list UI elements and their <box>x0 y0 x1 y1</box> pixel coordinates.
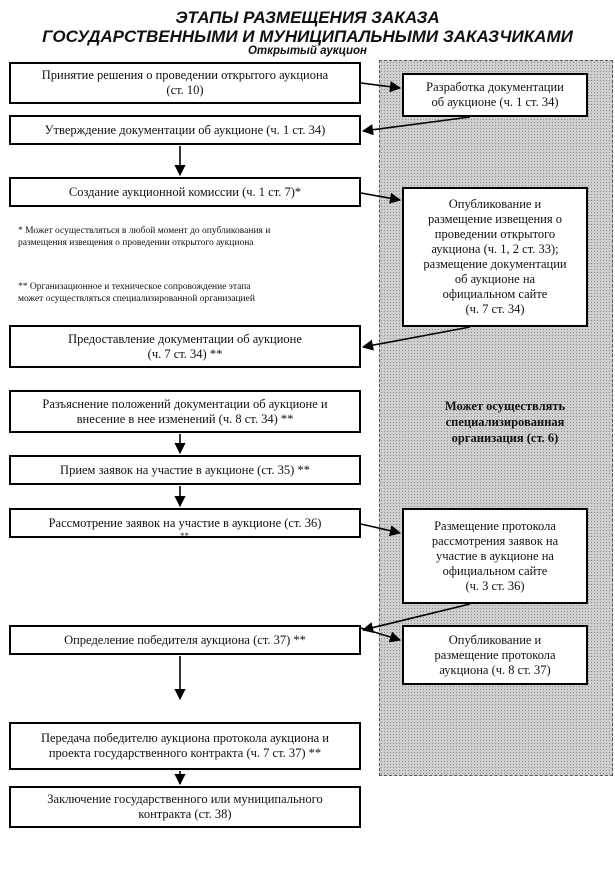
step-clarify-documentation-text: Разъяснение положений документации об аукционе и внесение в нее изменений (ч. 8 ст. 34) ** <box>42 396 328 426</box>
step-auction-decision-text: Принятие решения о проведении открытого аукциона (ст. 10) <box>41 68 329 97</box>
arrow-commission-to-publish <box>361 193 400 200</box>
side-develop-documentation-text: Разработка документации об аукционе (ч. 1 ст. 34) <box>426 80 564 109</box>
side-publish-review-protocol-text: Размещение протокола рассмотрения заявок на участие в аукционе на официальном сайте (ч. 3 ст. 36) <box>431 518 559 593</box>
step-transfer-protocol-text: Передача победителю аукциона протокола аукциона и проекта государственного контракта (ч. 7 ст. 37) ** <box>40 731 329 760</box>
step-determine-winner-text: Определение победителя аукциона (ст. 37) ** <box>64 632 306 647</box>
step-accept-applications-text: Прием заявок на участие в аукционе (ст. 35) ** <box>60 462 310 477</box>
footnote-one-star: * Может осуществляться в любой момент до опубликования и размещения извещения о проведении открытого аукциона <box>18 226 271 248</box>
diagram-title-line1: ЭТАПЫ РАЗМЕЩЕНИЯ ЗАКАЗА <box>175 8 440 27</box>
arrow-publish-to-provide <box>363 327 470 347</box>
diagram-subtitle: Открытый аукцион <box>247 45 367 57</box>
diagram-title-line2: ГОСУДАРСТВЕННЫМИ И МУНИЦИПАЛЬНЫМИ ЗАКАЗЧИКАМИ <box>42 27 573 46</box>
arrow-review-to-protocol <box>361 524 400 533</box>
side-publish-notice-text: Опубликование и размещение извещения о проведении открытого аукциона (ч. 1, 2 ст. 33); размещение документации об аукционе на официальном сайте (ч. 7 ст. 34) <box>423 197 567 316</box>
side-publish-auction-protocol-text: Опубликование и размещение протокола аукциона (ч. 8 ст. 37) <box>434 632 556 677</box>
arrow-protocol-to-winner <box>363 604 470 630</box>
step-provide-documentation-text: Предоставление документации об аукционе (ч. 7 ст. 34) ** <box>68 331 302 361</box>
step-approve-documentation-text: Утверждение документации об аукционе (ч. 1 ст. 34) <box>44 122 326 137</box>
step-conclude-contract-text: Заключение государственного или муниципального контракта (ст. 38) <box>47 792 323 821</box>
step-create-commission-text: Создание аукционной комиссии (ч. 1 ст. 7)* <box>68 184 302 199</box>
step-review-applications-text: Рассмотрение заявок на участие в аукционе (ст. 36) <box>48 515 322 530</box>
arrow-decision-to-develop <box>361 83 400 88</box>
stray-stars-mark: ** <box>180 531 189 541</box>
specialized-organization-label: Может осуществлять специализированная организация (ст. 6) <box>444 399 566 445</box>
footnote-two-stars: ** Организационное и техническое сопровождение этапа может осуществляться специализированной организацией <box>18 282 255 304</box>
arrow-develop-to-approve <box>363 117 470 131</box>
